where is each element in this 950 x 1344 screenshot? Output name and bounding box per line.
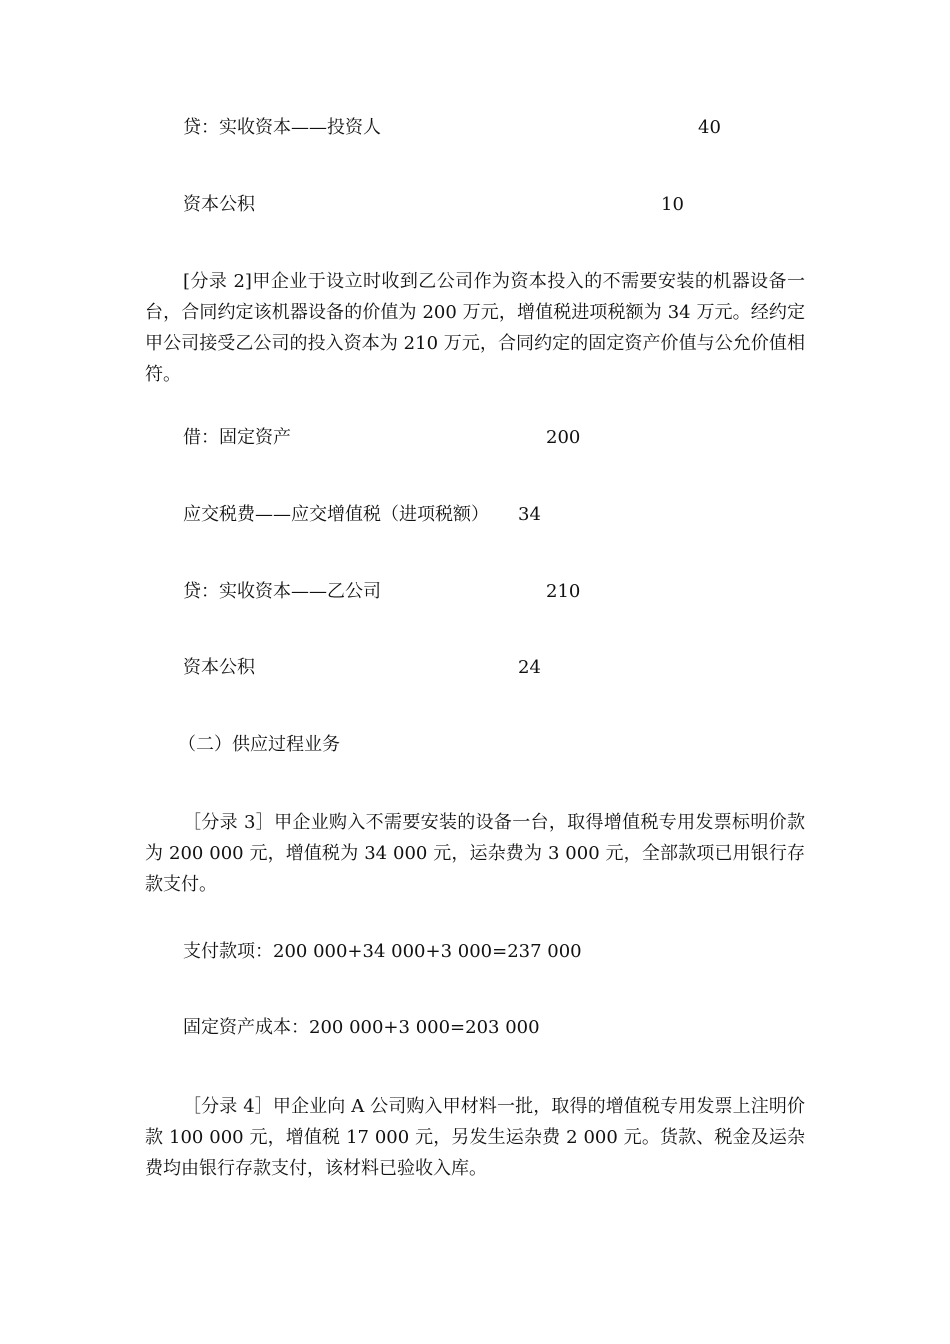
capital-reserve-2: 资本公积 bbox=[183, 657, 255, 678]
vat-input-amount: 34 bbox=[518, 504, 541, 525]
capital-reserve-1-amount: 10 bbox=[661, 194, 684, 215]
credit-paid-in-capital-company-b: 贷：实收资本——乙公司 bbox=[183, 581, 381, 602]
entry-4-description: ［分录 4］甲企业向 A 公司购入甲材料一批，取得的增值税专用发票上注明价款 100 000 元，增值税 17 000 元，另发生运杂费 2 000 元。货款、税金及运杂费均由银行存款支付，该材料已验收入库。 bbox=[145, 1096, 805, 1179]
entry-2-description: [分录 2]甲企业于设立时收到乙公司作为资本投入的不需要安装的机器设备一台，合同约定该机器设备的价值为 200 万元，增值税进项税额为 34 万元。经约定甲公司接受乙公司的投入资本为 210 万元，合同约定的固定资产价值与公允价值相符。 bbox=[145, 271, 805, 385]
payment-calculation: 支付款项：200 000+34 000+3 000=237 000 bbox=[183, 941, 582, 962]
vat-input: 应交税费——应交增值税（进项税额） bbox=[183, 504, 489, 525]
credit-paid-in-capital-investor: 贷：实收资本——投资人 bbox=[183, 117, 381, 138]
debit-fixed-assets-amount: 200 bbox=[546, 427, 581, 448]
credit-paid-in-capital-investor-amount: 40 bbox=[698, 117, 721, 138]
entry-3-description: ［分录 3］甲企业购入不需要安装的设备一台，取得增值税专用发票标明价款为 200 000 元，增值税为 34 000 元，运杂费为 3 000 元，全部款项已用银行存款支付。 bbox=[145, 812, 805, 895]
debit-fixed-assets: 借：固定资产 bbox=[183, 427, 291, 448]
credit-paid-in-capital-company-b-amount: 210 bbox=[546, 581, 581, 602]
capital-reserve-2-amount: 24 bbox=[518, 657, 541, 678]
section-heading: （二）供应过程业务 bbox=[178, 734, 340, 755]
fixed-asset-cost-calculation: 固定资产成本：200 000+3 000=203 000 bbox=[183, 1017, 540, 1038]
capital-reserve-1: 资本公积 bbox=[183, 194, 255, 215]
